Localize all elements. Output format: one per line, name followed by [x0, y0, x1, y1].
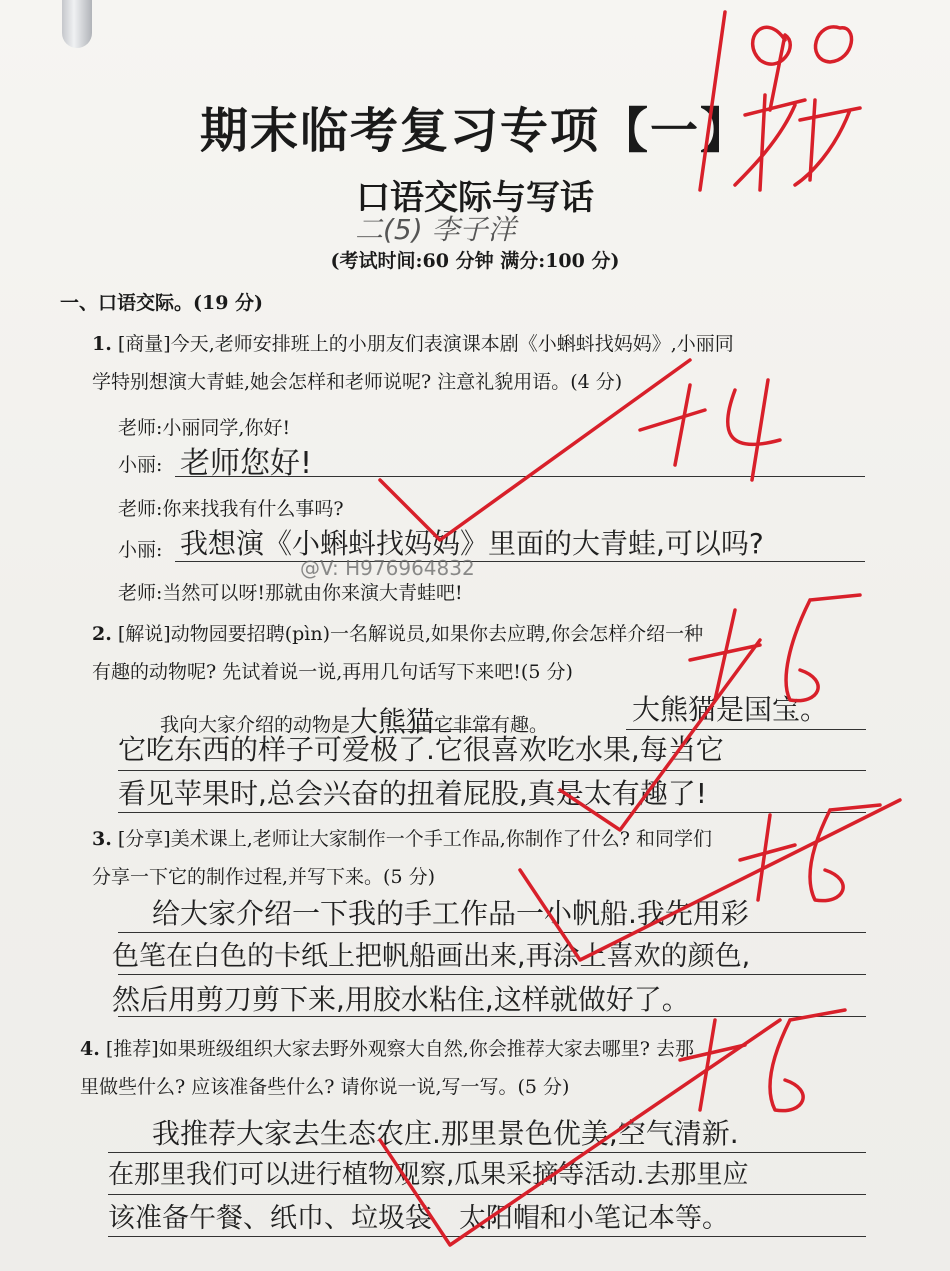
handwritten-answer: 在那里我们可以进行植物观察,瓜果采摘等活动.去那里应: [108, 1160, 749, 1190]
handwritten-answer: 老师您好!: [180, 446, 313, 481]
score-stroke: [700, 12, 725, 190]
student-name: 二(5) 李子洋: [355, 213, 516, 246]
question-text: [推荐]如果班级组织大家去野外观察大自然,你会推荐大家去哪里? 去那: [105, 1038, 694, 1060]
question-number: 1.: [92, 333, 112, 355]
check-mark: [380, 360, 690, 540]
check-mark: [380, 1020, 780, 1245]
question-text: 里做些什么? 应该准备些什么? 请你说一说,写一写。(5 分): [80, 1076, 570, 1098]
watermark: @V: H976964832: [300, 556, 475, 580]
question-text: 学特别想演大青蛙,她会怎样和老师说呢? 注意礼貌用语。(4 分): [92, 371, 623, 393]
dialog-teacher: 老师:当然可以呀!那就由你来演大青蛙吧!: [118, 582, 463, 604]
handwritten-answer: 我推荐大家去生态农庄.那里景色优美,空气清新.: [152, 1117, 739, 1150]
dialog-xiaoli-label: 小丽:: [118, 454, 163, 476]
question-text: [商量]今天,老师安排班上的小朋友们表演课本剧《小蝌蚪找妈妈》,小丽同: [117, 333, 734, 355]
handwritten-answer: 我想演《小蝌蚪找妈妈》里面的大青蛙,可以吗?: [180, 527, 764, 560]
score-stroke: [795, 100, 860, 185]
handwritten-answer: 色笔在白色的卡纸上把帆船画出来,再涂上喜欢的颜色,: [112, 941, 751, 972]
page-title: 期末临考复习专项【一】: [199, 103, 750, 159]
question-number: 4.: [80, 1038, 100, 1060]
check-mark: [560, 640, 760, 830]
question-number: 2.: [92, 623, 112, 645]
section-heading: 一、口语交际。(19 分): [60, 292, 264, 314]
handwritten-answer: 给大家介绍一下我的手工作品一小帆船.我先用彩: [152, 897, 749, 930]
answer-prefix: 我向大家介绍的动物是: [160, 714, 351, 736]
question-text: [解说]动物园要招聘(pìn)一名解说员,如果你去应聘,你会怎样介绍一种: [117, 623, 704, 645]
handwritten-answer: 它吃东西的样子可爱极了.它很喜欢吃水果,每当它: [118, 733, 724, 766]
handwritten-answer: 看见苹果时,总会兴奋的扭着屁股,真是太有趣了!: [118, 777, 708, 810]
dialog-xiaoli-label: 小丽:: [118, 539, 163, 561]
handwritten-answer: 该准备午餐、纸巾、垃圾袋、太阳帽和小笔记本等。: [108, 1203, 729, 1234]
plus-four-mark: [640, 380, 780, 480]
handwritten-animal: 大熊猫: [350, 705, 435, 738]
plus-five-mark: [680, 1010, 845, 1111]
answer-suffix: 它非常有趣。: [434, 714, 549, 736]
score-stroke: [816, 27, 852, 62]
handwritten-answer: 大熊猫是国宝。: [632, 693, 829, 726]
score-stroke: [753, 27, 791, 110]
question-number: 3.: [92, 828, 112, 850]
check-mark: [520, 800, 900, 960]
dialog-teacher: 老师:你来找我有什么事吗?: [118, 498, 344, 520]
handwritten-answer: 然后用剪刀剪下来,用胶水粘住,这样就做好了。: [112, 983, 690, 1016]
exam-info: (考试时间:60 分钟 满分:100 分): [330, 250, 620, 272]
page-subtitle: 口语交际与写话: [356, 178, 594, 218]
question-text: 分享一下它的制作过程,并写下来。(5 分): [92, 866, 435, 888]
question-text: [分享]美术课上,老师让大家制作一个手工作品,你制作了什么? 和同学们: [117, 828, 713, 850]
dialog-teacher: 老师:小丽同学,你好!: [118, 417, 291, 439]
score-stroke: [735, 95, 805, 190]
question-text: 有趣的动物呢? 先试着说一说,再用几句话写下来吧!(5 分): [92, 661, 573, 683]
plus-five-mark: [690, 595, 860, 701]
